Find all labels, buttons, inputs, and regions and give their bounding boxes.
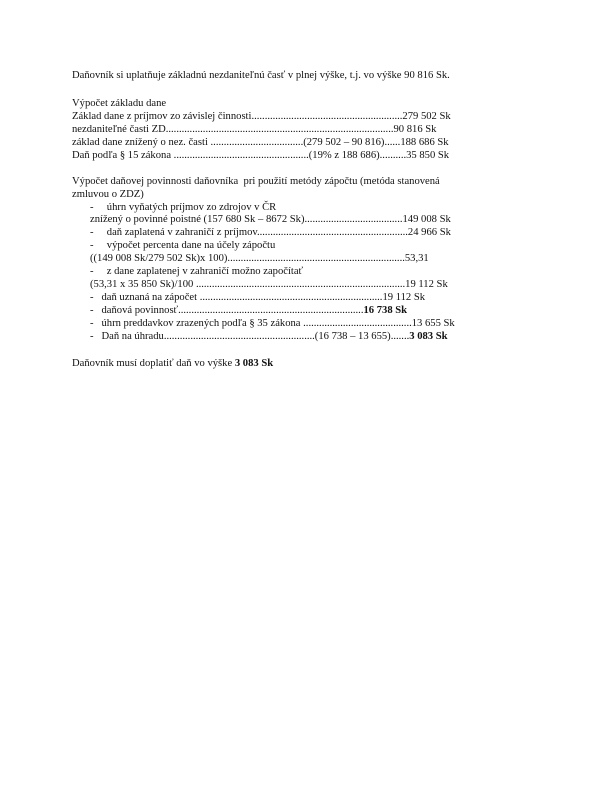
calc-line-1a: - úhrn vyňatých príjmov zo zdrojov v ČR (90, 202, 277, 213)
calc-line-6-text: - daňová povinnosť...................................................................... (90, 305, 364, 316)
calc-line-5: - daň uznaná na zápočet .....................................................................19 112 Sk (90, 292, 426, 303)
section2-heading-a: Výpočet daňovej povinnosti daňovníka pri použití metódy zápočtu (metóda stanovená (72, 176, 440, 187)
calc-line-8-text: - Daň na úhradu.........................................................(16 738 – 13 655)....... (90, 331, 410, 342)
tax-liability-value: 16 738 Sk (363, 305, 408, 316)
calc-line-3b: ((149 008 Sk/279 502 Sk)x 100)...................................................................53,31 (90, 253, 429, 264)
calc-line-6 (90, 304, 407, 317)
conclusion-text: Daňovník musí doplatiť daň vo výške (72, 358, 235, 369)
section1-line-4: Daň podľa § 15 zákona ...................................................(19% z 188 686)..........35 850 Sk (72, 150, 450, 161)
calc-line-8 (90, 330, 448, 343)
calc-line-7: - úhrn preddavkov zrazených podľa § 35 zákona .........................................13 655 Sk (90, 318, 455, 329)
calc-line-3a: - výpočet percenta dane na účely zápočtu (90, 240, 276, 251)
section1-line-2: nezdaniteľné časti ZD......................................................................................90 816 Sk (72, 124, 437, 135)
section1-line-3: základ dane znížený o nez. časti ...................................(279 502 – 90 816)......188 686 Sk (72, 137, 449, 148)
conclusion-value: 3 083 Sk (234, 358, 274, 369)
section2-heading-b: zmluvou o ZDZ) (72, 189, 144, 200)
section1-heading: Výpočet základu dane (72, 98, 167, 109)
conclusion (72, 357, 273, 370)
calc-line-4a: - z dane zaplatenej v zahraničí možno započítať (90, 266, 304, 277)
section1-line-1: Základ dane z príjmov zo závislej činnosti.........................................................279 502 Sk (72, 111, 451, 122)
calc-line-2: - daň zaplatená v zahraničí z príjmov.........................................................24 966 Sk (90, 227, 451, 238)
calc-line-4b: (53,31 x 35 850 Sk)/100 ...............................................................................19 112 Sk (90, 279, 448, 290)
calc-line-1b: znížený o povinné poistné (157 680 Sk – 8672 Sk).....................................149 008 Sk (90, 214, 451, 225)
intro-text: Daňovník si uplatňuje základnú nezdaniteľnú časť v plnej výške, t.j. vo výške 90 816 Sk. (72, 70, 450, 81)
tax-due-value: 3 083 Sk (409, 331, 448, 342)
